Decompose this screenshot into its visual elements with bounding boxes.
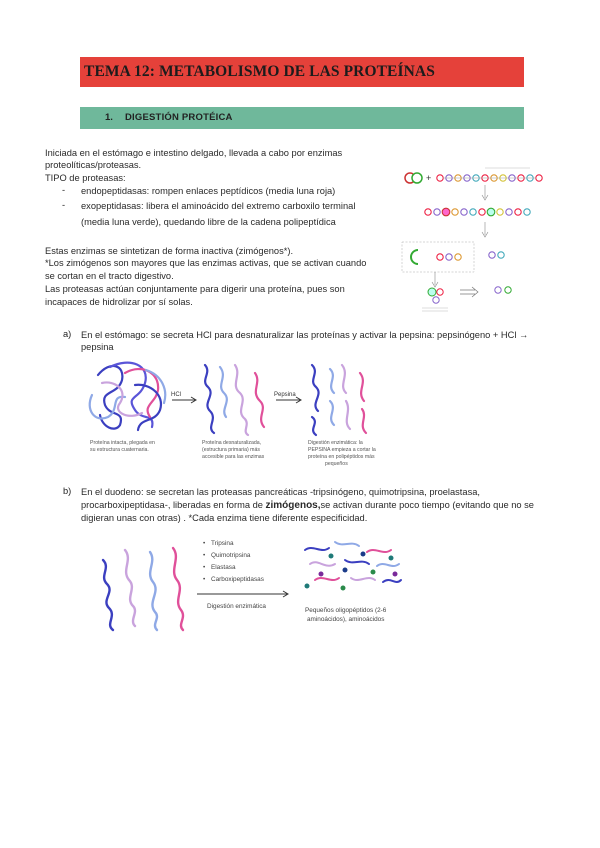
para-line: incapaces de hidrolizar por sí solas.	[45, 297, 193, 307]
peptide-chain-1	[437, 175, 542, 181]
denatured-protein-icon	[103, 548, 183, 630]
pancreatic-figure	[95, 530, 435, 640]
denatured-protein-icon	[205, 365, 264, 435]
list-bullet: •	[203, 576, 206, 583]
para-line: Estas enzimas se sintetizan de forma inactiva (zimógenos*).	[45, 246, 294, 256]
caption-line: PEPSINA empieza a cortar la	[308, 447, 376, 453]
caption-line: Digestión enzimática: la	[308, 440, 363, 446]
item-a-line: En el estómago: se secreta HCl para desnaturalizar las proteínas y activar la pepsina: pepsinógeno + HCl →	[81, 330, 529, 340]
item-b-line: digieran unas con otras) . *Cada enzima tiene diferente especificidad.	[81, 513, 368, 523]
para-line: Las proteasas actúan conjuntamente para digerir una proteína, pues son	[45, 284, 345, 294]
result-caption: Pequeños oligopéptidos (2-6	[305, 607, 387, 614]
bullet-text: (media luna verde), quedando libre de la cadena polipeptídica	[81, 217, 336, 227]
svg-text:+: +	[426, 173, 432, 183]
item-a-line: pepsina	[81, 342, 114, 352]
enzyme-name: Tripsina	[211, 540, 234, 547]
enzyme-name: Carboxipeptidasas	[211, 576, 264, 583]
caption-line: su estructura cuaternaria.	[90, 447, 149, 453]
list-bullet: •	[203, 564, 206, 571]
intact-protein-icon	[90, 363, 166, 430]
title-bar	[80, 57, 524, 87]
para-line: *Los zimógenos son mayores que las enzimas activas, que se activan cuando	[45, 258, 367, 268]
bullet-text: endopeptidasas: rompen enlaces peptídicos (media luna roja)	[81, 186, 336, 196]
bullet-dash: -	[62, 185, 66, 195]
section-number: 1.	[105, 112, 113, 123]
pepsina-label: Pepsina	[274, 392, 296, 398]
intro-line: proteolíticas/proteasas.	[45, 160, 142, 170]
section-header	[80, 107, 524, 129]
caption-line: (estructura primaria) más	[202, 447, 260, 453]
list-bullet: •	[203, 540, 206, 547]
pepsin-figure	[80, 355, 420, 475]
bullet-dash: -	[62, 200, 66, 210]
intro-line: Iniciada en el estómago e intestino delgado, llevada a cabo por enzimas	[45, 148, 343, 158]
para-line: se cortan en el tracto digestivo.	[45, 271, 174, 281]
bullet-text: exopeptidasas: libera el aminoácido del extremo carboxilo terminal	[81, 201, 356, 211]
caption-line: proteína en polipéptidos más	[308, 454, 375, 460]
caption-line: Proteína intacta, plegada en	[90, 440, 155, 446]
peptide-chain-2	[425, 208, 530, 216]
enzyme-name: Elastasa	[211, 564, 236, 571]
digested-protein-icon	[312, 365, 366, 435]
zimogenos-bold: zimógenos,	[265, 500, 321, 511]
item-a-mark: a)	[63, 329, 72, 339]
hcl-label: HCl	[171, 392, 181, 398]
protease-diagram	[400, 160, 560, 320]
list-bullet: •	[203, 552, 206, 559]
item-b-line	[81, 499, 534, 512]
item-b-text: procarboxipeptidasa-, liberadas en forma de	[81, 500, 263, 510]
intro-line: TIPO de proteasas:	[45, 173, 126, 183]
caption-line: pequeños	[325, 461, 348, 467]
enzyme-list	[203, 540, 264, 583]
result-caption: aminoácidos), aminoácidos	[307, 616, 385, 623]
enzyme-name: Quimotripsina	[211, 552, 251, 559]
caption-line: Proteína desnaturalizada,	[202, 440, 262, 446]
item-b-mark: b)	[63, 486, 72, 496]
caption-line: accesible para las enzimas	[202, 454, 265, 460]
section-title: DIGESTIÓN PROTÉICA	[125, 112, 233, 123]
amino-acid-dots	[305, 552, 398, 591]
page-title: TEMA 12: METABOLISMO DE LAS PROTEÍNAS	[84, 63, 435, 80]
arrow-label: Digestión enzimática	[207, 603, 266, 610]
item-b-text: se activan durante poco tiempo (evitando que no se	[320, 500, 534, 510]
oligopeptides-icon	[305, 542, 401, 582]
item-b-line: En el duodeno: se secretan las proteasas pancreáticas -tripsinógeno, quimotripsina, proelastasa,	[81, 487, 480, 497]
enzyme-icon	[405, 173, 422, 183]
